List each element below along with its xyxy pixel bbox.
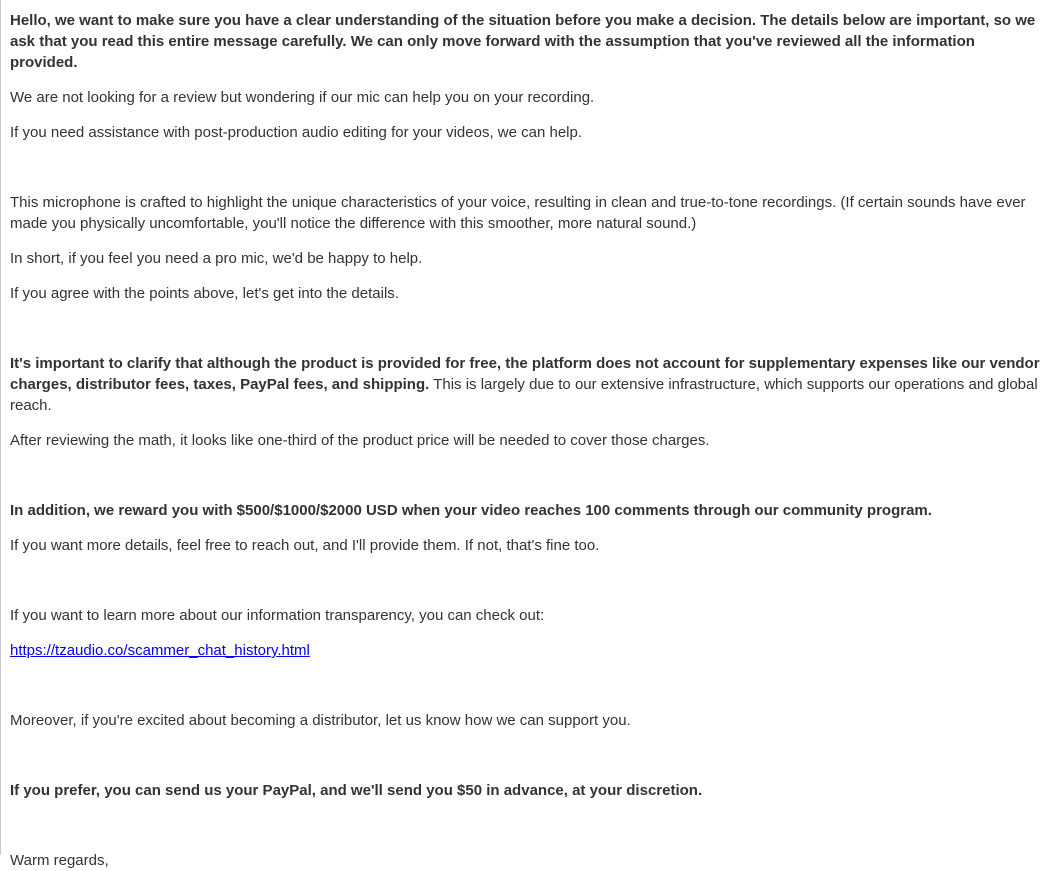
pro-mic-paragraph: In short, if you feel you need a pro mic, we'd be happy to help. [10, 250, 423, 267]
transparency-paragraph: If you want to learn more about our information transparency, you can check out: [10, 607, 545, 624]
expenses-paragraph [10, 353, 1044, 416]
details-paragraph: If you want more details, feel free to reach out, and I'll provide them. If not, that's fine too. [10, 537, 600, 554]
blank-line [10, 318, 1044, 339]
math-paragraph: After reviewing the math, it looks like one-third of the product price will be needed to cover those charges. [10, 432, 710, 449]
review-paragraph: We are not looking for a review but wondering if our mic can help you on your recording. [10, 89, 595, 106]
transparency-link[interactable]: https://tzaudio.co/scammer_chat_history.html [10, 642, 310, 659]
link-paragraph [10, 640, 1044, 661]
blank-line [10, 675, 1044, 696]
expenses-rest-text: This is largely due to our extensive infrastructure, which supports our operations and global reach. [10, 376, 1038, 414]
expenses-bold-text: It's important to clarify that although the product is provided for free, the platform does not account for supplementary expenses like our vendor charges, distributor fees, taxes, PayPal fees, and shipping. [10, 355, 1040, 393]
intro-paragraph: Hello, we want to make sure you have a clear understanding of the situation before you make a decision. The details below are important, so we ask that you read this entire message carefully. We can only move forward with the assumption that you've reviewed all the information provided. [10, 12, 1036, 71]
paypal-paragraph: If you prefer, you can send us your PayPal, and we'll send you $50 in advance, at your discretion. [10, 782, 703, 799]
closing-line: Warm regards, [10, 852, 109, 869]
blank-line [10, 815, 1044, 836]
reward-paragraph: In addition, we reward you with $500/$1000/$2000 USD when your video reaches 100 comments through our community program. [10, 502, 932, 519]
blank-line [10, 465, 1044, 486]
microphone-paragraph: This microphone is crafted to highlight the unique characteristics of your voice, resulting in clean and true-to-tone recordings. (If certain sounds have ever made you physically uncomfortable, you'll notice the difference with this smoother, more natural sound.) [10, 194, 1026, 232]
editing-paragraph: If you need assistance with post-production audio editing for your videos, we can help. [10, 124, 583, 141]
blank-line [10, 570, 1044, 591]
distributor-paragraph: Moreover, if you're excited about becoming a distributor, let us know how we can support you. [10, 712, 631, 729]
agree-paragraph: If you agree with the points above, let's get into the details. [10, 285, 399, 302]
blank-line [10, 157, 1044, 178]
blank-line [10, 745, 1044, 766]
